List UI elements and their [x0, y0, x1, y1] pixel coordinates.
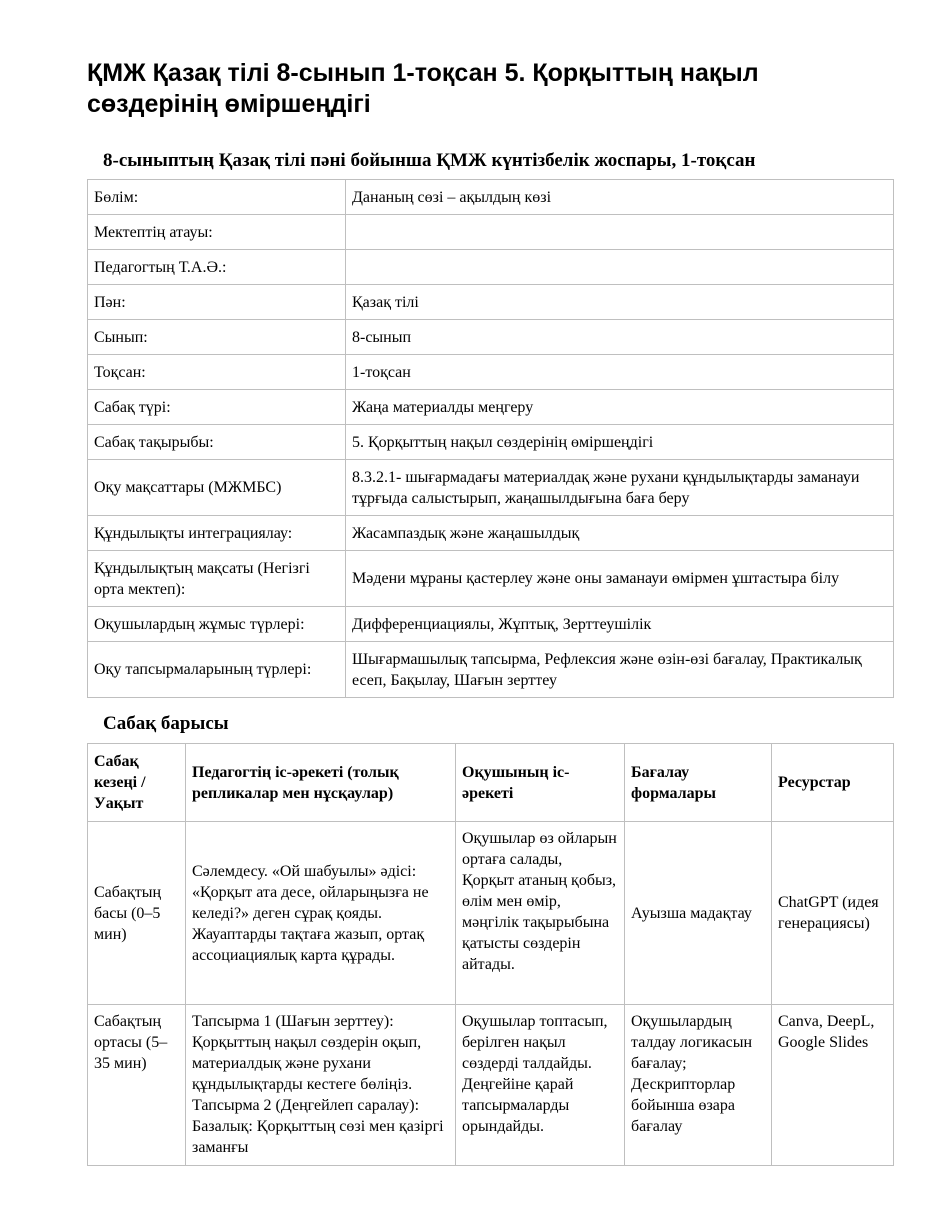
info-label: Сынып:	[88, 320, 346, 355]
column-header-student: Оқушының іс-әрекеті	[456, 744, 625, 822]
column-header-resources: Ресурстар	[772, 744, 894, 822]
info-label: Бөлім:	[88, 180, 346, 215]
info-value: 1-тоқсан	[346, 355, 894, 390]
table-row	[88, 822, 894, 1005]
info-value: 5. Қорқыттың нақыл сөздерінің өміршеңдігі	[346, 425, 894, 460]
info-label: Педагогтың Т.А.Ә.:	[88, 250, 346, 285]
assessment-cell: Оқушылардың талдау логикасын бағалау; Дескрипторлар бойынша өзара бағалау	[625, 1005, 772, 1166]
lesson-flow-table	[87, 743, 894, 1166]
column-header-teacher: Педагогтің іс-әрекеті (толық репликалар мен нұсқаулар)	[186, 744, 456, 822]
student-activity-cell: Оқушылар топтасып, берілген нақыл сөздерді талдайды. Деңгейіне қарай тапсырмаларды орындайды.	[456, 1005, 625, 1166]
info-label: Тоқсан:	[88, 355, 346, 390]
lesson-info-table	[87, 179, 894, 698]
teacher-activity-cell: Сәлемдесу. «Ой шабуылы» әдісі: «Қорқыт ата десе, ойларыңызға не келеді?» деген сұрақ қояды. Жауаптарды тақтаға жазып, ортақ ассоциациялық карта құрады.	[186, 822, 456, 1005]
info-value: Жасампаздық және жаңашылдық	[346, 516, 894, 551]
table-row	[88, 551, 894, 607]
table-row	[88, 642, 894, 698]
info-value: Дифференциациялы, Жұптық, Зерттеушілік	[346, 607, 894, 642]
lesson-heading: Сабақ барысы	[103, 713, 229, 734]
table-row	[88, 285, 894, 320]
table-row	[88, 516, 894, 551]
table-row	[88, 1005, 894, 1166]
info-value	[346, 250, 894, 285]
table-row	[88, 607, 894, 642]
table-row	[88, 320, 894, 355]
info-value	[346, 215, 894, 250]
column-header-stage: Сабақ кезеңі / Уақыт	[88, 744, 186, 822]
table-row	[88, 390, 894, 425]
info-label: Оқу тапсырмаларының түрлері:	[88, 642, 346, 698]
resources-cell: Canva, DeepL, Google Slides	[772, 1005, 894, 1166]
document-title: ҚМЖ Қазақ тілі 8-сынып 1-тоқсан 5. Қорқыттың нақыл сөздерінің өміршеңдігі	[87, 59, 759, 118]
info-label: Оқу мақсаттары (МЖМБС)	[88, 460, 346, 516]
table-row	[88, 215, 894, 250]
info-value: 8.3.2.1- шығармадағы материалдақ және рухани құндылықтарды заманауи тұрғыда салыстырып, жаңашылдығына баға беру	[346, 460, 894, 516]
table-row	[88, 355, 894, 390]
table-row	[88, 250, 894, 285]
info-label: Пән:	[88, 285, 346, 320]
stage-cell: Сабақтың ортасы (5–35 мин)	[88, 1005, 186, 1166]
info-label: Сабақ түрі:	[88, 390, 346, 425]
resources-cell: ChatGPT (идея генерациясы)	[772, 822, 894, 1005]
info-label: Сабақ тақырыбы:	[88, 425, 346, 460]
info-value: Шығармашылық тапсырма, Рефлексия және өзін-өзі бағалау, Практикалық есеп, Бақылау, Шағын зерттеу	[346, 642, 894, 698]
assessment-cell: Ауызша мадақтау	[625, 822, 772, 1005]
student-activity-cell: Оқушылар өз ойларын ортаға салады, Қорқыт атаның қобыз, өлім мен өмір, мәңгілік тақырыбына қатысты сөздерін айтады.	[456, 822, 625, 1005]
info-value: Қазақ тілі	[346, 285, 894, 320]
info-label: Құндылықты интеграциялау:	[88, 516, 346, 551]
table-row	[88, 425, 894, 460]
info-label: Құндылықтың мақсаты (Негізгі орта мектеп):	[88, 551, 346, 607]
info-value: Жаңа материалды меңгеру	[346, 390, 894, 425]
info-label: Мектептің атауы:	[88, 215, 346, 250]
info-value: Дананың сөзі – ақылдың көзі	[346, 180, 894, 215]
column-header-assessment: Бағалау формалары	[625, 744, 772, 822]
info-label: Оқушылардың жұмыс түрлері:	[88, 607, 346, 642]
teacher-activity-cell: Тапсырма 1 (Шағын зерттеу): Қорқыттың нақыл сөздерін оқып, материалдық және рухани құндылықтарды кестеге бөліңіз. Тапсырма 2 (Деңгейлеп саралау): Базалық: Қорқыттың сөзі мен қазіргі заманғы	[186, 1005, 456, 1166]
plan-heading: 8-сыныптың Қазақ тілі пәні бойынша ҚМЖ күнтізбелік жоспары, 1-тоқсан	[103, 150, 756, 171]
table-row	[88, 180, 894, 215]
info-value: 8-сынып	[346, 320, 894, 355]
table-header-row	[88, 744, 894, 822]
table-row	[88, 460, 894, 516]
stage-cell: Сабақтың басы (0–5 мин)	[88, 822, 186, 1005]
info-value: Мәдени мұраны қастерлеу және оны заманауи өмірмен ұштастыра білу	[346, 551, 894, 607]
